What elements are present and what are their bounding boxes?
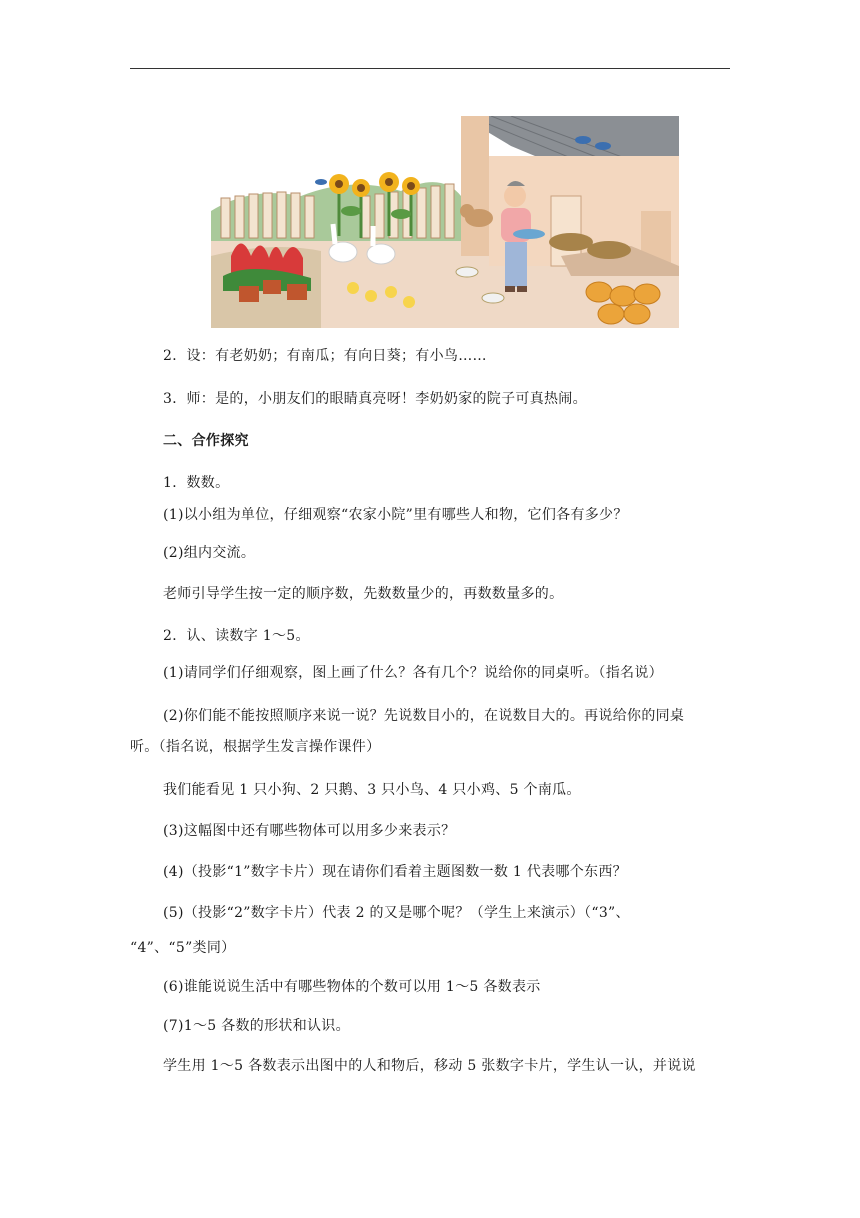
text-line-10: 听。（指名说，根据学生发言操作课件） — [130, 739, 381, 755]
text-line-7: 2．认、读数字 1～5。 — [163, 628, 310, 644]
text-line-8: (1)请同学们仔细观察，图上画了什么？各有几个？说给你的同桌听。（指名说） — [163, 665, 663, 681]
text-line-6: 老师引导学生按一定的顺序数，先数数量少的，再数数量多的。 — [163, 586, 564, 602]
section-heading: 二、合作探究 — [163, 433, 249, 449]
text-line-11: 我们能看见 1 只小狗、2 只鹅、3 只小鸟、4 只小鸡、5 个南瓜。 — [163, 782, 581, 798]
text-line-15: “4”、“5”类同） — [130, 940, 236, 956]
text-line-17: (7)1～5 各数的形状和认识。 — [163, 1018, 350, 1034]
text-line-14: (5)（投影“2”数字卡片）代表 2 的又是哪个呢？（学生上来演示）（“3”、 — [163, 905, 630, 921]
text-line-9: (2)你们能不能按照顺序来说一说？先说数目小的，在说数目大的。再说给你的同桌 — [163, 708, 685, 724]
text-line-16: (6)谁能说说生活中有哪些物体的个数可以用 1～5 各数表示 — [163, 979, 541, 995]
text-line-1: 2．设：有老奶奶；有南瓜；有向日葵；有小鸟…… — [163, 348, 487, 364]
text-line-3: 1．数数。 — [163, 475, 230, 491]
text-line-5: (2)组内交流。 — [163, 545, 256, 561]
text-line-13: (4)（投影“1”数字卡片）现在请你们看着主题图数一数 1 代表哪个东西？ — [163, 864, 627, 880]
farmyard-illustration — [211, 116, 679, 328]
header-rule — [130, 68, 730, 69]
text-line-2: 3．师：是的，小朋友们的眼睛真亮呀！李奶奶家的院子可真热闹。 — [163, 391, 587, 407]
text-line-18: 学生用 1～5 各数表示出图中的人和物后，移动 5 张数字卡片，学生认一认，并说说 — [163, 1058, 696, 1074]
text-line-12: (3)这幅图中还有哪些物体可以用多少来表示？ — [163, 823, 456, 839]
text-line-4: (1)以小组为单位，仔细观察“农家小院”里有哪些人和物，它们各有多少？ — [163, 507, 628, 523]
